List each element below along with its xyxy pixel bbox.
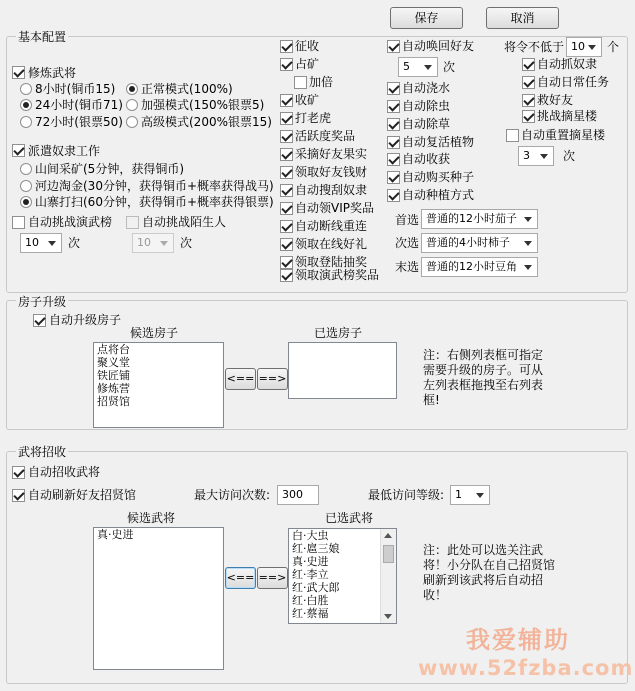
stranger-challenge-label: 自动挑战陌生人 [142,215,227,229]
seed-first-value: 普通的12小时茄子 [426,212,517,225]
chevron-down-icon [524,265,532,270]
candidate-house-title: 候选房子 [130,326,179,340]
chevron-down-icon [160,241,168,246]
hours-8-radio[interactable] [20,83,32,95]
watermark-title: 我爱辅助 [466,626,570,654]
seed-second-select[interactable] [421,233,538,253]
auto-plant-mode-checkbox[interactable] [387,189,400,202]
min-level-label: 最低访问等级: [368,488,445,502]
reconnect-label: 自动断线重连 [295,219,368,233]
activity-reward-label: 活跃度奖品 [295,129,356,143]
online-gift-checkbox[interactable] [280,238,293,251]
min-level-select[interactable] [450,485,490,505]
auto-buy-seeds-label: 自动购买种子 [402,170,475,184]
auto-weed-label: 自动除草 [402,117,451,131]
seed-last-select[interactable] [421,257,538,277]
mode-enhanced-label: 加强模式(150%银票5) [141,98,265,112]
house-upgrade-title: 房子升级 [18,295,67,309]
token-min-label: 将令不低于 [504,40,565,54]
seed-first-label: 首选 [395,213,420,227]
train-general-checkbox[interactable] [12,66,25,79]
mode-advanced-radio[interactable] [126,116,138,128]
watermark-url: www.52fzba.com [418,656,634,680]
hours-24-radio[interactable] [20,99,32,111]
recruit-note: 注：此处可以选关注武将！小分队在自己招贤馆刷新到该武将后自动招收！ [423,543,556,602]
token-min-select[interactable] [566,37,602,57]
auto-weed-checkbox[interactable] [387,118,400,131]
arena-challenge-checkbox[interactable] [12,216,25,229]
chevron-down-icon [524,217,532,222]
auto-recruit-checkbox[interactable] [12,466,25,479]
selected-house-title: 已选房子 [314,326,363,340]
list-item[interactable]: 点将台 [97,343,130,356]
save-button[interactable]: 保存 [390,7,463,29]
house-note: 注：右侧列表框可指定需要升级的房子。可从左列表框拖拽至右列表框! [423,348,544,407]
cancel-button[interactable]: 取消 [486,7,559,29]
scroll-down-icon[interactable] [384,614,392,619]
reset-count-select[interactable] [518,146,554,166]
catch-slave-label: 自动抓奴隶 [537,57,598,71]
double-checkbox[interactable] [294,76,307,89]
token-min-value: 10 [571,40,585,53]
daily-task-label: 自动日常任务 [537,75,610,89]
work-mining-radio[interactable] [20,163,32,175]
recall-friends-label: 自动唤回好友 [402,39,475,53]
min-level-value: 1 [455,488,462,501]
double-label: 加倍 [309,75,334,89]
list-item[interactable]: 红·蔡福 [292,607,329,620]
hours-72-label: 72小时(银票50) [35,115,123,129]
scroll-thumb[interactable] [383,545,394,563]
hours-8-label: 8小时(铜币15) [35,82,116,96]
selected-general-list[interactable] [288,528,397,624]
pick-fruit-label: 采摘好友果实 [295,147,368,161]
collect-tax-checkbox[interactable] [280,40,293,53]
save-friend-checkbox[interactable] [522,94,535,107]
hours-72-radio[interactable] [20,116,32,128]
work-sweep-radio[interactable] [20,196,32,208]
train-general-label: 修炼武将 [28,66,77,80]
online-gift-label: 领取在线好礼 [295,237,368,251]
auto-upgrade-house-checkbox[interactable] [33,314,46,327]
auto-water-checkbox[interactable] [387,82,400,95]
list-item[interactable]: 红·武大郎 [292,581,340,594]
work-sweep-label: 山寨打扫(60分钟，获得铜币+概率获得银票) [35,195,274,209]
arena-challenge-label: 自动挑战演武榜 [28,215,113,229]
occupy-mine-checkbox[interactable] [280,58,293,71]
activity-reward-checkbox[interactable] [280,130,293,143]
seed-second-value: 普通的4小时柿子 [426,236,510,249]
daily-task-checkbox[interactable] [522,76,535,89]
candidate-general-list[interactable] [93,527,224,670]
recall-count-select[interactable] [398,57,438,77]
list-item[interactable]: 修炼营 [97,382,130,395]
auto-upgrade-house-label: 自动升级房子 [49,313,122,327]
stranger-count-value: 10 [137,236,151,249]
reset-count-unit: 次 [563,149,576,163]
recruit-title: 武将招收 [18,445,67,459]
candidate-house-list[interactable] [93,342,224,428]
star-tower-label: 挑战摘星楼 [537,109,598,123]
chevron-down-icon [476,493,484,498]
reconnect-checkbox[interactable] [280,220,293,233]
seed-first-select[interactable] [421,209,538,229]
chevron-down-icon [48,241,56,246]
list-item[interactable]: 真·史进 [97,528,134,541]
scroll-up-icon[interactable] [384,533,392,538]
occupy-mine-label: 占矿 [295,57,320,71]
selected-general-title: 已选武将 [325,511,374,525]
refresh-tavern-label: 自动刷新好友招贤馆 [28,488,137,502]
max-visits-input[interactable]: 300 [277,485,319,505]
work-gold-radio[interactable] [20,180,32,192]
recall-count-value: 5 [403,60,410,73]
recall-friends-checkbox[interactable] [387,40,400,53]
general-add-button[interactable]: <== [225,567,256,589]
list-item[interactable]: 聚义堂 [97,356,130,369]
pick-fruit-checkbox[interactable] [280,148,293,161]
reset-star-tower-label: 自动重置摘星楼 [521,128,606,142]
arena-count-select[interactable] [20,233,62,253]
seed-last-label: 末选 [395,260,420,274]
harvest-mine-label: 收矿 [295,93,320,107]
chevron-down-icon [424,65,432,70]
list-item[interactable]: 招贤馆 [97,395,130,408]
list-item[interactable]: 红·扈三娘 [292,542,340,555]
fight-tiger-checkbox[interactable] [280,112,293,125]
auto-water-label: 自动浇水 [402,81,451,95]
vip-reward-checkbox[interactable] [280,202,293,215]
hours-24-label: 24小时(铜币71) [35,98,123,112]
list-item[interactable]: 真·史进 [292,555,329,568]
general-remove-button[interactable]: ==> [257,567,288,589]
mode-normal-label: 正常模式(100%) [141,82,233,96]
max-visits-label: 最大访问次数: [194,488,271,502]
vip-reward-label: 自动领VIP奖品 [295,201,374,215]
house-add-button[interactable]: <== [225,368,256,390]
mode-normal-radio[interactable] [126,83,138,95]
reset-star-tower-checkbox[interactable] [506,129,519,142]
fight-tiger-label: 打老虎 [295,111,332,125]
harvest-mine-checkbox[interactable] [280,94,293,107]
catch-slave-checkbox[interactable] [522,58,535,71]
candidate-general-title: 候选武将 [127,511,176,525]
chevron-down-icon [524,241,532,246]
seed-second-label: 次选 [395,236,420,250]
token-min-unit: 个 [607,40,620,54]
arena-reward-checkbox[interactable] [280,269,293,282]
auto-debug-label: 自动除虫 [402,99,451,113]
dispatch-slave-label: 派遣奴隶工作 [28,144,101,158]
chevron-down-icon [588,45,596,50]
login-lottery-label: 领取登陆抽奖 [295,255,368,269]
star-tower-checkbox[interactable] [522,110,535,123]
auto-plant-mode-label: 自动种植方式 [402,188,475,202]
arena-count-value: 10 [25,236,39,249]
mode-enhanced-radio[interactable] [126,99,138,111]
arena-count-unit: 次 [68,236,81,250]
search-slave-label: 自动搜刮奴隶 [295,183,368,197]
house-remove-button[interactable]: ==> [257,368,288,390]
friend-money-checkbox[interactable] [280,166,293,179]
stranger-count-select[interactable] [132,233,174,253]
auto-revive-checkbox[interactable] [387,136,400,149]
work-mining-label: 山间采矿(5分钟，获得铜币) [35,162,184,176]
dispatch-slave-checkbox[interactable] [12,144,25,157]
auto-debug-checkbox[interactable] [387,100,400,113]
auto-revive-label: 自动复活植物 [402,135,475,149]
stranger-count-unit: 次 [180,236,193,250]
arena-reward-label: 领取演武榜奖品 [295,268,380,282]
recall-count-unit: 次 [443,60,456,74]
refresh-tavern-checkbox[interactable] [12,489,25,502]
mode-advanced-label: 高级模式(200%银票15) [141,115,272,129]
scrollbar[interactable] [380,529,396,623]
chevron-down-icon [540,154,548,159]
friend-money-label: 领取好友钱财 [295,165,368,179]
auto-buy-seeds-checkbox[interactable] [387,171,400,184]
reset-count-value: 3 [523,149,530,162]
list-item[interactable]: 铁匠铺 [97,369,130,382]
save-friend-label: 救好友 [537,93,574,107]
auto-recruit-label: 自动招收武将 [28,465,101,479]
basic-config-title: 基本配置 [18,30,67,44]
stranger-challenge-checkbox[interactable] [126,216,139,229]
auto-harvest-label: 自动收获 [402,152,451,166]
selected-house-list[interactable] [288,342,397,399]
list-item[interactable]: 红·李立 [292,568,329,581]
work-gold-label: 河边淘金(30分钟，获得铜币+概率获得战马) [35,179,274,193]
auto-harvest-checkbox[interactable] [387,153,400,166]
list-item[interactable]: 红·白胜 [292,594,329,607]
search-slave-checkbox[interactable] [280,184,293,197]
login-lottery-checkbox[interactable] [280,256,293,269]
list-item[interactable]: 白·大虫 [292,529,329,542]
collect-tax-label: 征收 [295,39,320,53]
seed-last-value: 普通的12小时豆角 [426,260,517,273]
